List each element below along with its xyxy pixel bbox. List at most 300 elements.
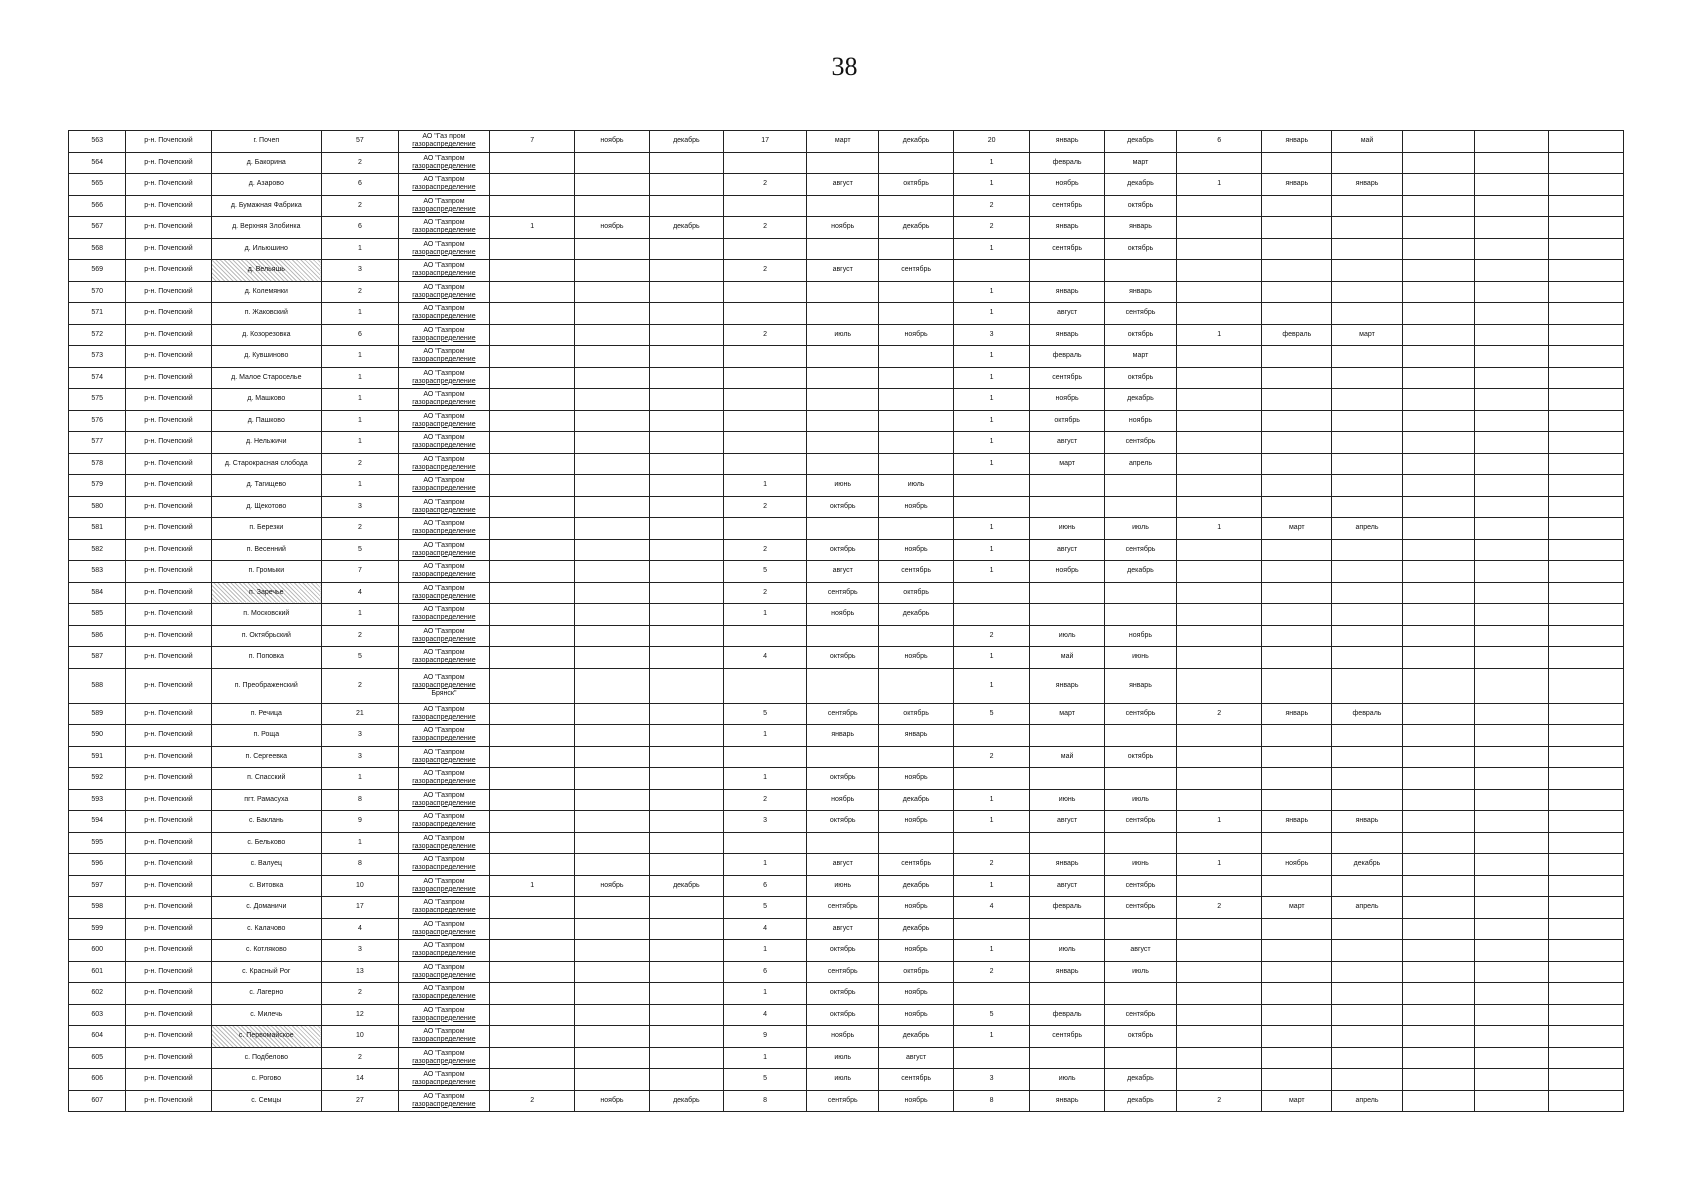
district-cell: р-н. Почепский	[126, 940, 211, 962]
schedule-cell: сентябрь	[879, 561, 953, 583]
settlement-cell: д. Тагищево	[211, 475, 322, 497]
schedule-cell	[879, 389, 953, 411]
organization-cell	[398, 961, 489, 983]
schedule-cell	[490, 854, 575, 876]
schedule-cell	[1177, 625, 1262, 647]
count-cell: 2	[322, 195, 399, 217]
organization-line: АО "Газпром	[423, 1071, 465, 1079]
schedule-cell	[1474, 668, 1548, 703]
schedule-cell	[575, 625, 649, 647]
settlement-cell: с. Котляково	[211, 940, 322, 962]
schedule-cell	[1332, 725, 1402, 747]
schedule-cell	[1177, 453, 1262, 475]
schedule-cell	[1262, 389, 1332, 411]
schedule-cell	[1177, 561, 1262, 583]
row-number: 606	[69, 1069, 126, 1091]
schedule-cell: май	[1332, 131, 1402, 153]
schedule-cell: ноябрь	[807, 1026, 879, 1048]
schedule-cell	[953, 918, 1030, 940]
schedule-cell	[1402, 940, 1474, 962]
organization-line: газораспределение	[412, 270, 476, 278]
schedule-cell	[575, 539, 649, 561]
schedule-cell	[649, 918, 723, 940]
schedule-cell	[1332, 604, 1402, 626]
schedule-cell: декабрь	[1104, 131, 1176, 153]
schedule-cell	[575, 961, 649, 983]
schedule-cell	[879, 432, 953, 454]
schedule-cell	[807, 832, 879, 854]
schedule-cell: 1	[953, 367, 1030, 389]
schedule-cell	[649, 789, 723, 811]
table-row	[69, 1069, 1624, 1091]
organization-cell	[398, 195, 489, 217]
count-cell: 1	[322, 303, 399, 325]
district-cell: р-н. Почепский	[126, 897, 211, 919]
row-number: 604	[69, 1026, 126, 1048]
schedule-cell	[1402, 453, 1474, 475]
schedule-cell	[649, 811, 723, 833]
organization-cell	[398, 897, 489, 919]
count-cell: 12	[322, 1004, 399, 1026]
settlement-cell: п. Заречье	[211, 582, 322, 604]
schedule-cell	[879, 410, 953, 432]
district-cell: р-н. Почепский	[126, 832, 211, 854]
schedule-cell	[1332, 983, 1402, 1005]
schedule-cell	[1474, 854, 1548, 876]
settlement-cell: д. Машково	[211, 389, 322, 411]
organization-cell	[398, 832, 489, 854]
organization-line: газораспределение	[412, 162, 476, 170]
schedule-cell	[1549, 195, 1624, 217]
schedule-cell: январь	[1030, 324, 1104, 346]
settlement-cell: п. Преображенский	[211, 668, 322, 703]
schedule-cell	[1474, 703, 1548, 725]
schedule-cell	[1177, 940, 1262, 962]
schedule-cell: ноябрь	[575, 1090, 649, 1112]
schedule-cell	[649, 281, 723, 303]
schedule-cell	[575, 152, 649, 174]
settlement-cell: с. Лагерно	[211, 983, 322, 1005]
schedule-cell	[1177, 647, 1262, 669]
organization-line: АО "Газпром	[423, 219, 465, 227]
schedule-cell: 5	[724, 897, 807, 919]
schedule-cell	[1402, 410, 1474, 432]
schedule-cell	[879, 518, 953, 540]
organization-cell	[398, 561, 489, 583]
schedule-cell	[1402, 561, 1474, 583]
organization-line: АО "Газпром	[423, 834, 465, 842]
schedule-cell	[807, 518, 879, 540]
table-row	[69, 832, 1624, 854]
settlement-cell: д. Козорезовка	[211, 324, 322, 346]
schedule-cell	[1549, 789, 1624, 811]
row-number: 598	[69, 897, 126, 919]
organization-line: АО "Газпром	[423, 791, 465, 799]
organization-cell	[398, 768, 489, 790]
schedule-cell: октябрь	[879, 703, 953, 725]
schedule-cell	[575, 789, 649, 811]
row-number: 586	[69, 625, 126, 647]
schedule-cell	[1177, 238, 1262, 260]
schedule-cell	[1262, 238, 1332, 260]
schedule-cell	[953, 983, 1030, 1005]
schedule-cell	[575, 768, 649, 790]
row-number: 582	[69, 539, 126, 561]
district-cell: р-н. Почепский	[126, 174, 211, 196]
settlement-cell: п. Речица	[211, 703, 322, 725]
organization-line: АО "Газпром	[423, 305, 465, 313]
schedule-cell	[807, 346, 879, 368]
schedule-cell	[1177, 582, 1262, 604]
schedule-cell: 1	[953, 647, 1030, 669]
schedule-cell: январь	[1104, 217, 1176, 239]
organization-cell	[398, 1090, 489, 1112]
table-row	[69, 324, 1624, 346]
schedule-cell	[649, 1047, 723, 1069]
schedule-cell: ноябрь	[807, 604, 879, 626]
settlement-cell: п. Роща	[211, 725, 322, 747]
schedule-cell: 1	[724, 768, 807, 790]
schedule-cell	[575, 604, 649, 626]
organization-cell	[398, 410, 489, 432]
schedule-cell	[649, 539, 723, 561]
district-cell: р-н. Почепский	[126, 1090, 211, 1112]
schedule-cell: 6	[724, 961, 807, 983]
schedule-cell	[879, 625, 953, 647]
schedule-cell	[490, 703, 575, 725]
schedule-cell: сентябрь	[1030, 1026, 1104, 1048]
schedule-cell: сентябрь	[807, 703, 879, 725]
schedule-cell: январь	[1030, 281, 1104, 303]
schedule-cell	[649, 1026, 723, 1048]
schedule-cell: декабрь	[1104, 1090, 1176, 1112]
schedule-cell: декабрь	[879, 604, 953, 626]
schedule-cell	[1549, 410, 1624, 432]
organization-line: газораспределение	[412, 485, 476, 493]
schedule-cell	[724, 432, 807, 454]
schedule-cell	[490, 897, 575, 919]
schedule-cell: июнь	[1104, 647, 1176, 669]
schedule-cell	[724, 453, 807, 475]
schedule-cell: 1	[953, 238, 1030, 260]
schedule-cell	[649, 604, 723, 626]
schedule-cell	[724, 668, 807, 703]
schedule-cell	[1549, 897, 1624, 919]
organization-cell	[398, 217, 489, 239]
schedule-cell: январь	[1030, 668, 1104, 703]
schedule-cell: 4	[724, 647, 807, 669]
organization-line: АО "Газпром	[423, 1006, 465, 1014]
row-number: 565	[69, 174, 126, 196]
table-row	[69, 811, 1624, 833]
row-number: 605	[69, 1047, 126, 1069]
organization-line: АО "Газпром	[423, 727, 465, 735]
schedule-cell	[1402, 768, 1474, 790]
schedule-cell: август	[807, 260, 879, 282]
schedule-cell	[575, 582, 649, 604]
district-cell: р-н. Почепский	[126, 854, 211, 876]
schedule-cell: июнь	[807, 475, 879, 497]
schedule-cell: август	[807, 174, 879, 196]
district-cell: р-н. Почепский	[126, 811, 211, 833]
schedule-cell	[649, 389, 723, 411]
count-cell: 2	[322, 625, 399, 647]
schedule-cell: сентябрь	[1104, 811, 1176, 833]
schedule-cell	[1549, 625, 1624, 647]
organization-line: газораспределение	[412, 1014, 476, 1022]
schedule-cell	[1262, 346, 1332, 368]
schedule-cell	[1262, 453, 1332, 475]
schedule-cell	[724, 746, 807, 768]
organization-line: АО "Газпром	[423, 813, 465, 821]
schedule-cell: 1	[953, 281, 1030, 303]
schedule-cell	[1402, 625, 1474, 647]
settlement-cell: д. Ильюшино	[211, 238, 322, 260]
schedule-cell	[1332, 475, 1402, 497]
schedule-cell: январь	[1332, 811, 1402, 833]
count-cell: 21	[322, 703, 399, 725]
organization-cell	[398, 518, 489, 540]
schedule-cell	[1474, 389, 1548, 411]
schedule-cell: 1	[724, 983, 807, 1005]
schedule-cell	[1549, 703, 1624, 725]
schedule-cell	[490, 195, 575, 217]
schedule-cell	[1262, 961, 1332, 983]
organization-line: АО "Газпром	[423, 369, 465, 377]
schedule-cell: 4	[724, 918, 807, 940]
schedule-cell	[1549, 518, 1624, 540]
schedule-cell	[575, 854, 649, 876]
district-cell: р-н. Почепский	[126, 303, 211, 325]
settlement-cell: д. Нельжичи	[211, 432, 322, 454]
schedule-cell	[1262, 668, 1332, 703]
schedule-cell	[1262, 604, 1332, 626]
schedule-cell: 1	[1177, 811, 1262, 833]
schedule-cell: март	[1262, 518, 1332, 540]
settlement-cell: п. Сергеевка	[211, 746, 322, 768]
count-cell: 2	[322, 152, 399, 174]
schedule-cell	[490, 625, 575, 647]
schedule-cell	[1177, 983, 1262, 1005]
schedule-cell: 5	[953, 703, 1030, 725]
organization-line: АО "Газпром	[423, 1092, 465, 1100]
schedule-cell: ноябрь	[879, 496, 953, 518]
schedule-cell	[490, 518, 575, 540]
schedule-cell	[575, 703, 649, 725]
schedule-cell	[1332, 539, 1402, 561]
schedule-cell: апрель	[1104, 453, 1176, 475]
schedule-cell	[575, 668, 649, 703]
schedule-cell	[1402, 1090, 1474, 1112]
schedule-cell	[1332, 1047, 1402, 1069]
schedule-cell	[1402, 131, 1474, 153]
row-number: 572	[69, 324, 126, 346]
schedule-cell	[1474, 496, 1548, 518]
table-row	[69, 152, 1624, 174]
schedule-cell	[575, 918, 649, 940]
schedule-cell	[1262, 303, 1332, 325]
schedule-cell	[879, 303, 953, 325]
organization-line: АО "Газпром	[423, 985, 465, 993]
row-number: 584	[69, 582, 126, 604]
organization-line: газораспределение	[412, 356, 476, 364]
schedule-cell: 1	[1177, 324, 1262, 346]
schedule-cell: 1	[953, 539, 1030, 561]
organization-line: газораспределение	[412, 681, 476, 689]
schedule-cell: 5	[724, 1069, 807, 1091]
table-row	[69, 582, 1624, 604]
schedule-cell	[1262, 918, 1332, 940]
organization-line: АО "Газпром	[423, 563, 465, 571]
schedule-cell	[490, 410, 575, 432]
count-cell: 8	[322, 789, 399, 811]
organization-cell	[398, 875, 489, 897]
organization-line: АО "Газпром	[423, 434, 465, 442]
schedule-cell: ноябрь	[879, 983, 953, 1005]
schedule-cell: март	[807, 131, 879, 153]
schedule-cell: 1	[953, 432, 1030, 454]
schedule-cell	[1402, 811, 1474, 833]
schedule-cell	[1177, 604, 1262, 626]
schedule-cell: 5	[953, 1004, 1030, 1026]
district-cell: р-н. Почепский	[126, 582, 211, 604]
schedule-cell	[490, 496, 575, 518]
schedule-cell	[1332, 367, 1402, 389]
schedule-cell: 1	[953, 453, 1030, 475]
schedule-cell	[1549, 367, 1624, 389]
schedule-cell	[1549, 768, 1624, 790]
schedule-cell: январь	[1262, 131, 1332, 153]
settlement-cell: д. Бумажная Фабрика	[211, 195, 322, 217]
district-cell: р-н. Почепский	[126, 625, 211, 647]
district-cell: р-н. Почепский	[126, 367, 211, 389]
schedule-cell	[649, 432, 723, 454]
schedule-cell: октябрь	[807, 940, 879, 962]
schedule-cell: 2	[953, 961, 1030, 983]
organization-line: газораспределение	[412, 377, 476, 385]
schedule-cell	[649, 854, 723, 876]
schedule-cell: ноябрь	[1104, 410, 1176, 432]
schedule-cell	[490, 367, 575, 389]
schedule-cell	[490, 539, 575, 561]
organization-line: газораспределение	[412, 399, 476, 407]
schedule-cell	[724, 518, 807, 540]
schedule-cell	[953, 1047, 1030, 1069]
district-cell: р-н. Почепский	[126, 410, 211, 432]
organization-line: газораспределение	[412, 907, 476, 915]
count-cell: 8	[322, 854, 399, 876]
count-cell: 6	[322, 174, 399, 196]
schedule-cell	[879, 668, 953, 703]
organization-cell	[398, 324, 489, 346]
schedule-cell: февраль	[1030, 897, 1104, 919]
table-row	[69, 432, 1624, 454]
schedule-cell: 1	[724, 940, 807, 962]
schedule-cell: 2	[953, 217, 1030, 239]
schedule-cell	[1549, 1090, 1624, 1112]
schedule-cell	[490, 1047, 575, 1069]
schedule-cell: 17	[724, 131, 807, 153]
organization-line: газораспределение	[412, 928, 476, 936]
schedule-cell	[649, 453, 723, 475]
schedule-cell	[1474, 625, 1548, 647]
organization-cell	[398, 789, 489, 811]
schedule-cell	[953, 260, 1030, 282]
district-cell: р-н. Почепский	[126, 875, 211, 897]
schedule-cell	[1262, 725, 1332, 747]
district-cell: р-н. Почепский	[126, 217, 211, 239]
schedule-cell: март	[1030, 453, 1104, 475]
organization-line: АО "Газпром	[423, 673, 465, 681]
settlement-cell: д. Вельяшь	[211, 260, 322, 282]
schedule-cell: март	[1262, 897, 1332, 919]
schedule-cell	[575, 1047, 649, 1069]
row-number: 583	[69, 561, 126, 583]
schedule-cell	[1177, 746, 1262, 768]
schedule-cell	[1332, 918, 1402, 940]
table-row	[69, 983, 1624, 1005]
schedule-cell	[649, 346, 723, 368]
schedule-cell: сентябрь	[1104, 1004, 1176, 1026]
organization-line: газораспределение	[412, 141, 476, 149]
schedule-cell	[1474, 983, 1548, 1005]
schedule-cell	[1402, 604, 1474, 626]
schedule-cell	[879, 346, 953, 368]
schedule-cell	[1030, 496, 1104, 518]
table-row	[69, 875, 1624, 897]
schedule-cell	[1402, 1069, 1474, 1091]
settlement-cell: п. Весенний	[211, 539, 322, 561]
schedule-cell: 2	[724, 217, 807, 239]
settlement-cell: с. Рогово	[211, 1069, 322, 1091]
count-cell: 14	[322, 1069, 399, 1091]
schedule-cell: октябрь	[807, 1004, 879, 1026]
schedule-cell: ноябрь	[575, 131, 649, 153]
organization-line: АО "Газпром	[423, 770, 465, 778]
count-cell: 1	[322, 432, 399, 454]
schedule-cell	[1549, 174, 1624, 196]
schedule-cell: 3	[953, 1069, 1030, 1091]
schedule-cell	[1262, 983, 1332, 1005]
organization-line: газораспределение	[412, 864, 476, 872]
schedule-cell: 2	[953, 746, 1030, 768]
schedule-cell	[1549, 961, 1624, 983]
schedule-cell	[1177, 281, 1262, 303]
schedule-cell: январь	[807, 725, 879, 747]
organization-line: АО "Газпром	[423, 584, 465, 592]
schedule-cell	[1177, 303, 1262, 325]
schedule-cell	[1474, 410, 1548, 432]
schedule-cell	[1262, 832, 1332, 854]
schedule-cell: ноябрь	[879, 324, 953, 346]
schedule-cell	[1177, 410, 1262, 432]
count-cell: 3	[322, 746, 399, 768]
schedule-cell: сентябрь	[1104, 897, 1176, 919]
schedule-cell	[1030, 983, 1104, 1005]
organization-line: газораспределение	[412, 334, 476, 342]
organization-line: газораспределение	[412, 248, 476, 256]
organization-line: газораспределение	[412, 614, 476, 622]
schedule-cell: август	[1030, 539, 1104, 561]
schedule-cell: сентябрь	[1104, 432, 1176, 454]
schedule-cell: 9	[724, 1026, 807, 1048]
schedule-cell: сентябрь	[1030, 367, 1104, 389]
schedule-cell: декабрь	[1104, 1069, 1176, 1091]
schedule-cell: 2	[953, 854, 1030, 876]
organization-line: газораспределение	[412, 756, 476, 764]
schedule-cell: декабрь	[879, 918, 953, 940]
schedule-cell	[490, 238, 575, 260]
